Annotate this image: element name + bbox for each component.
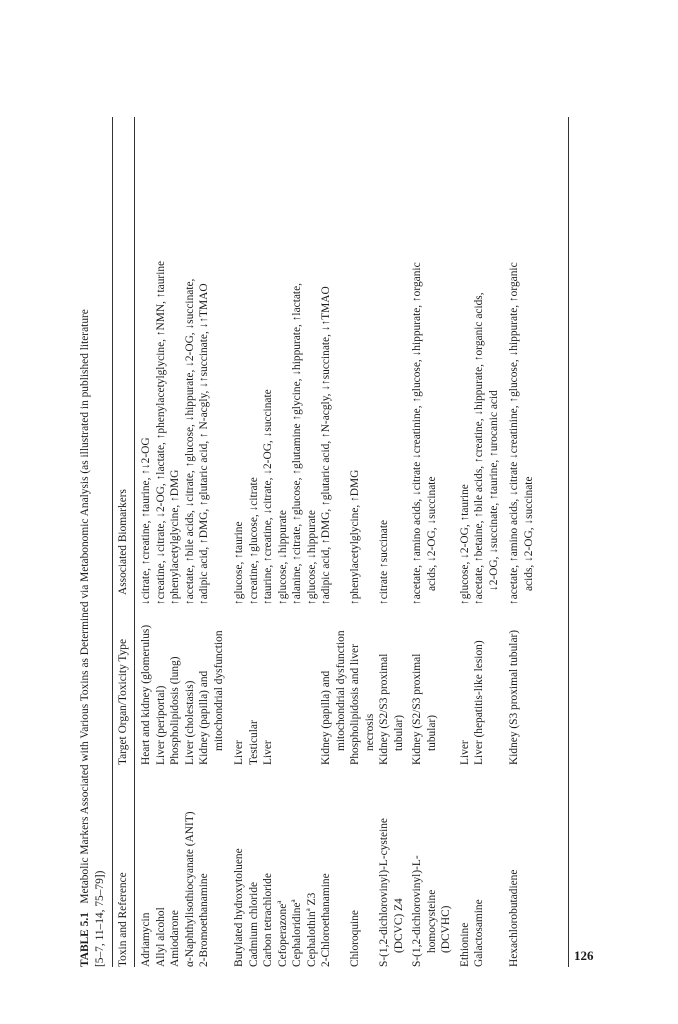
target-cell: Kidney (papilla) and	[198, 670, 210, 765]
footnote-marker: a	[303, 908, 312, 912]
toxin-cell: S-(1,2-dichlorovinyl)-L-	[411, 855, 423, 967]
toxin-cell: Chloroquine	[349, 910, 361, 967]
target-cell: Liver (cholestasis)	[183, 680, 196, 765]
biomarker-cell: ↑glucose, ↑taurine	[233, 521, 245, 605]
target-cell: tubular)	[392, 714, 405, 751]
toxin-cell: Cadmium chloride	[247, 881, 260, 967]
header-biomarkers: Associated Biomarkers	[117, 489, 129, 595]
header-toxin: Toxin and Reference	[117, 872, 129, 967]
bottom-rule	[568, 117, 569, 967]
header-rule	[134, 117, 135, 967]
target-cell: mitochondrial dysfunction	[212, 630, 225, 751]
biomarker-cell: ↑phenylacetylglycine, ↑DMG	[349, 469, 361, 605]
biomarker-cell: ↑adipic acid, ↑DMG, ↑glutaric acid, ↑ N-acgly, ↓↑succinate, ↓↑TMAO	[198, 283, 210, 605]
toxin-cell: Butylated hydroxytoluene	[233, 848, 245, 967]
target-cell: Liver	[233, 740, 245, 765]
header-target: Target Organ/Toxicity Type	[117, 638, 129, 765]
target-cell: Liver	[262, 740, 274, 765]
biomarker-cell: ↑creatine, ↑glucose, ↓citrate	[247, 477, 260, 605]
toxin-cell: Amiodarone	[169, 910, 181, 967]
toxin-cell: Galactosamine	[473, 899, 485, 967]
biomarker-cell: acids, ↓2-OG, ↓succinate	[425, 476, 438, 591]
target-cell: Kidney (papilla) and	[320, 670, 332, 765]
toxin-cell: Allyl alcohol	[154, 907, 167, 967]
target-cell: tubular)	[425, 714, 438, 751]
toxin-cell: (DCVHC)	[440, 905, 452, 953]
target-cell: Kidney (S2/S3 proximal	[378, 653, 390, 765]
biomarker-cell: ↑alanine, ↑citrate, ↑glucose, ↑glutamine ↑glycine, ↓hippurate, ↑lactate,	[291, 283, 303, 605]
biomarker-cell: ↑glucose, ↓hippurate	[276, 510, 289, 605]
toxin-cell: S-(1,2-dichlorovinyl)-L-cysteine	[378, 818, 390, 967]
footnote-marker: a	[289, 899, 298, 903]
toxin-cell: 2-Bromoethanamine	[198, 873, 210, 967]
page-number: 126	[574, 948, 594, 963]
biomarker-cell: ↑citrate ↑succinate	[378, 519, 390, 605]
toxin-cell: Cephalothin$^a$ Z3	[303, 892, 318, 967]
biomarker-cell: ↑taurine, ↑creatine, ↓citrate, ↓2-OG, ↓succinate	[262, 389, 274, 605]
toxin-cell: Adriamycin	[140, 912, 152, 967]
toxin-cell: 2-Chloroethanamine	[320, 873, 332, 967]
toxin-cell: Cefoperazone$^a$	[274, 900, 289, 967]
target-cell: Kidney (S2/S3 proximal	[411, 653, 423, 765]
table-label: TABLE 5.1	[79, 912, 91, 967]
footnote-marker: a	[274, 900, 283, 904]
caption-text: Metabolic Markers Associated with Various Toxins as Determined via Metabonomic Analysis (as illustrated in published literature	[79, 309, 91, 904]
biomarker-cell: ↑adipic acid, ↑DMG, ↑glutaric acid, ↑N-acgly, ↓↑succinate, ↓↑TMAO	[320, 286, 332, 605]
biomarker-cell: ↓citrate, ↑creatine, ↑taurine, ↑↓2-OG	[140, 437, 152, 605]
target-cell: Kidney (S3 proximal tubular)	[508, 629, 520, 765]
target-cell: Phospholipidosis and liver	[349, 644, 361, 765]
toxin-cell: Carbon tetrachloride	[262, 873, 274, 967]
biomarker-cell: ↑acetate, ↑amino acids, ↓citrate ↓creatinine, ↑glucose, ↓hippurate, ↑organic	[411, 262, 423, 605]
biomarker-cell: ↑acetate, ↑amino acids, ↓citrate ↓creatinine, ↑glucose, ↓hippurate, ↑organic	[508, 262, 520, 605]
biomarker-cell: ↑acetate, ↑betaine, ↑bile acids, ↑creatine, ↓hippurate, ↑organic acids,	[473, 292, 485, 605]
biomarker-cell: ↑glucose, ↓2-OG, ↑taurine	[458, 484, 471, 605]
table-caption	[78, 117, 107, 967]
target-cell: Phospholipidosis (lung)	[169, 656, 181, 765]
biomarker-cell: ↑phenylacetylglycine, ↑DMG	[169, 469, 181, 605]
biomarker-cell: ↑glucose, ↓hippurate	[305, 510, 318, 605]
toxin-cell: (DCVC) Z4	[392, 898, 405, 953]
target-cell: mitochondrial dysfunction	[334, 630, 347, 751]
biomarker-cell: ↑acetate, ↑bile acids, ↓citrate, ↑glucose, ↓hippurate, ↓2-OG, ↓succinate,	[183, 278, 196, 605]
toxin-cell: Hexachlorobutadiene	[508, 869, 520, 967]
toxin-cell: Ethionine	[458, 922, 471, 967]
target-cell: Liver	[458, 740, 471, 765]
toxin-cell: homocysteine	[425, 889, 438, 953]
target-cell: Testicular	[247, 720, 260, 765]
caption-text-line2: [5–7, 11–14, 75–79])	[93, 870, 106, 967]
toxin-cell: Cephaloridine$^a$	[289, 899, 303, 967]
biomarker-cell: ↑creatine, ↓citrate, ↓2-OG, ↑lactate, ↑phenylacetylglycine, ↑NMN, ↑taurine	[154, 260, 167, 605]
target-cell: Heart and kidney (glomerulus)	[140, 624, 152, 765]
toxin-cell: α-Naphthylisothiocyanate (ANIT)	[183, 811, 196, 967]
target-cell: necrosis	[363, 713, 376, 751]
top-rule	[112, 117, 113, 967]
target-cell: Liver (periportal)	[154, 685, 167, 765]
biomarker-cell: ↓2-OG, ↓succinate, ↑taurine, ↑urocanic acid	[487, 390, 500, 591]
target-cell: Liver (hepatitis-like lesion)	[473, 640, 485, 765]
rotated-table-page	[72, 110, 592, 975]
biomarker-cell: acids, ↓2-OG, ↓succinate	[522, 476, 535, 591]
